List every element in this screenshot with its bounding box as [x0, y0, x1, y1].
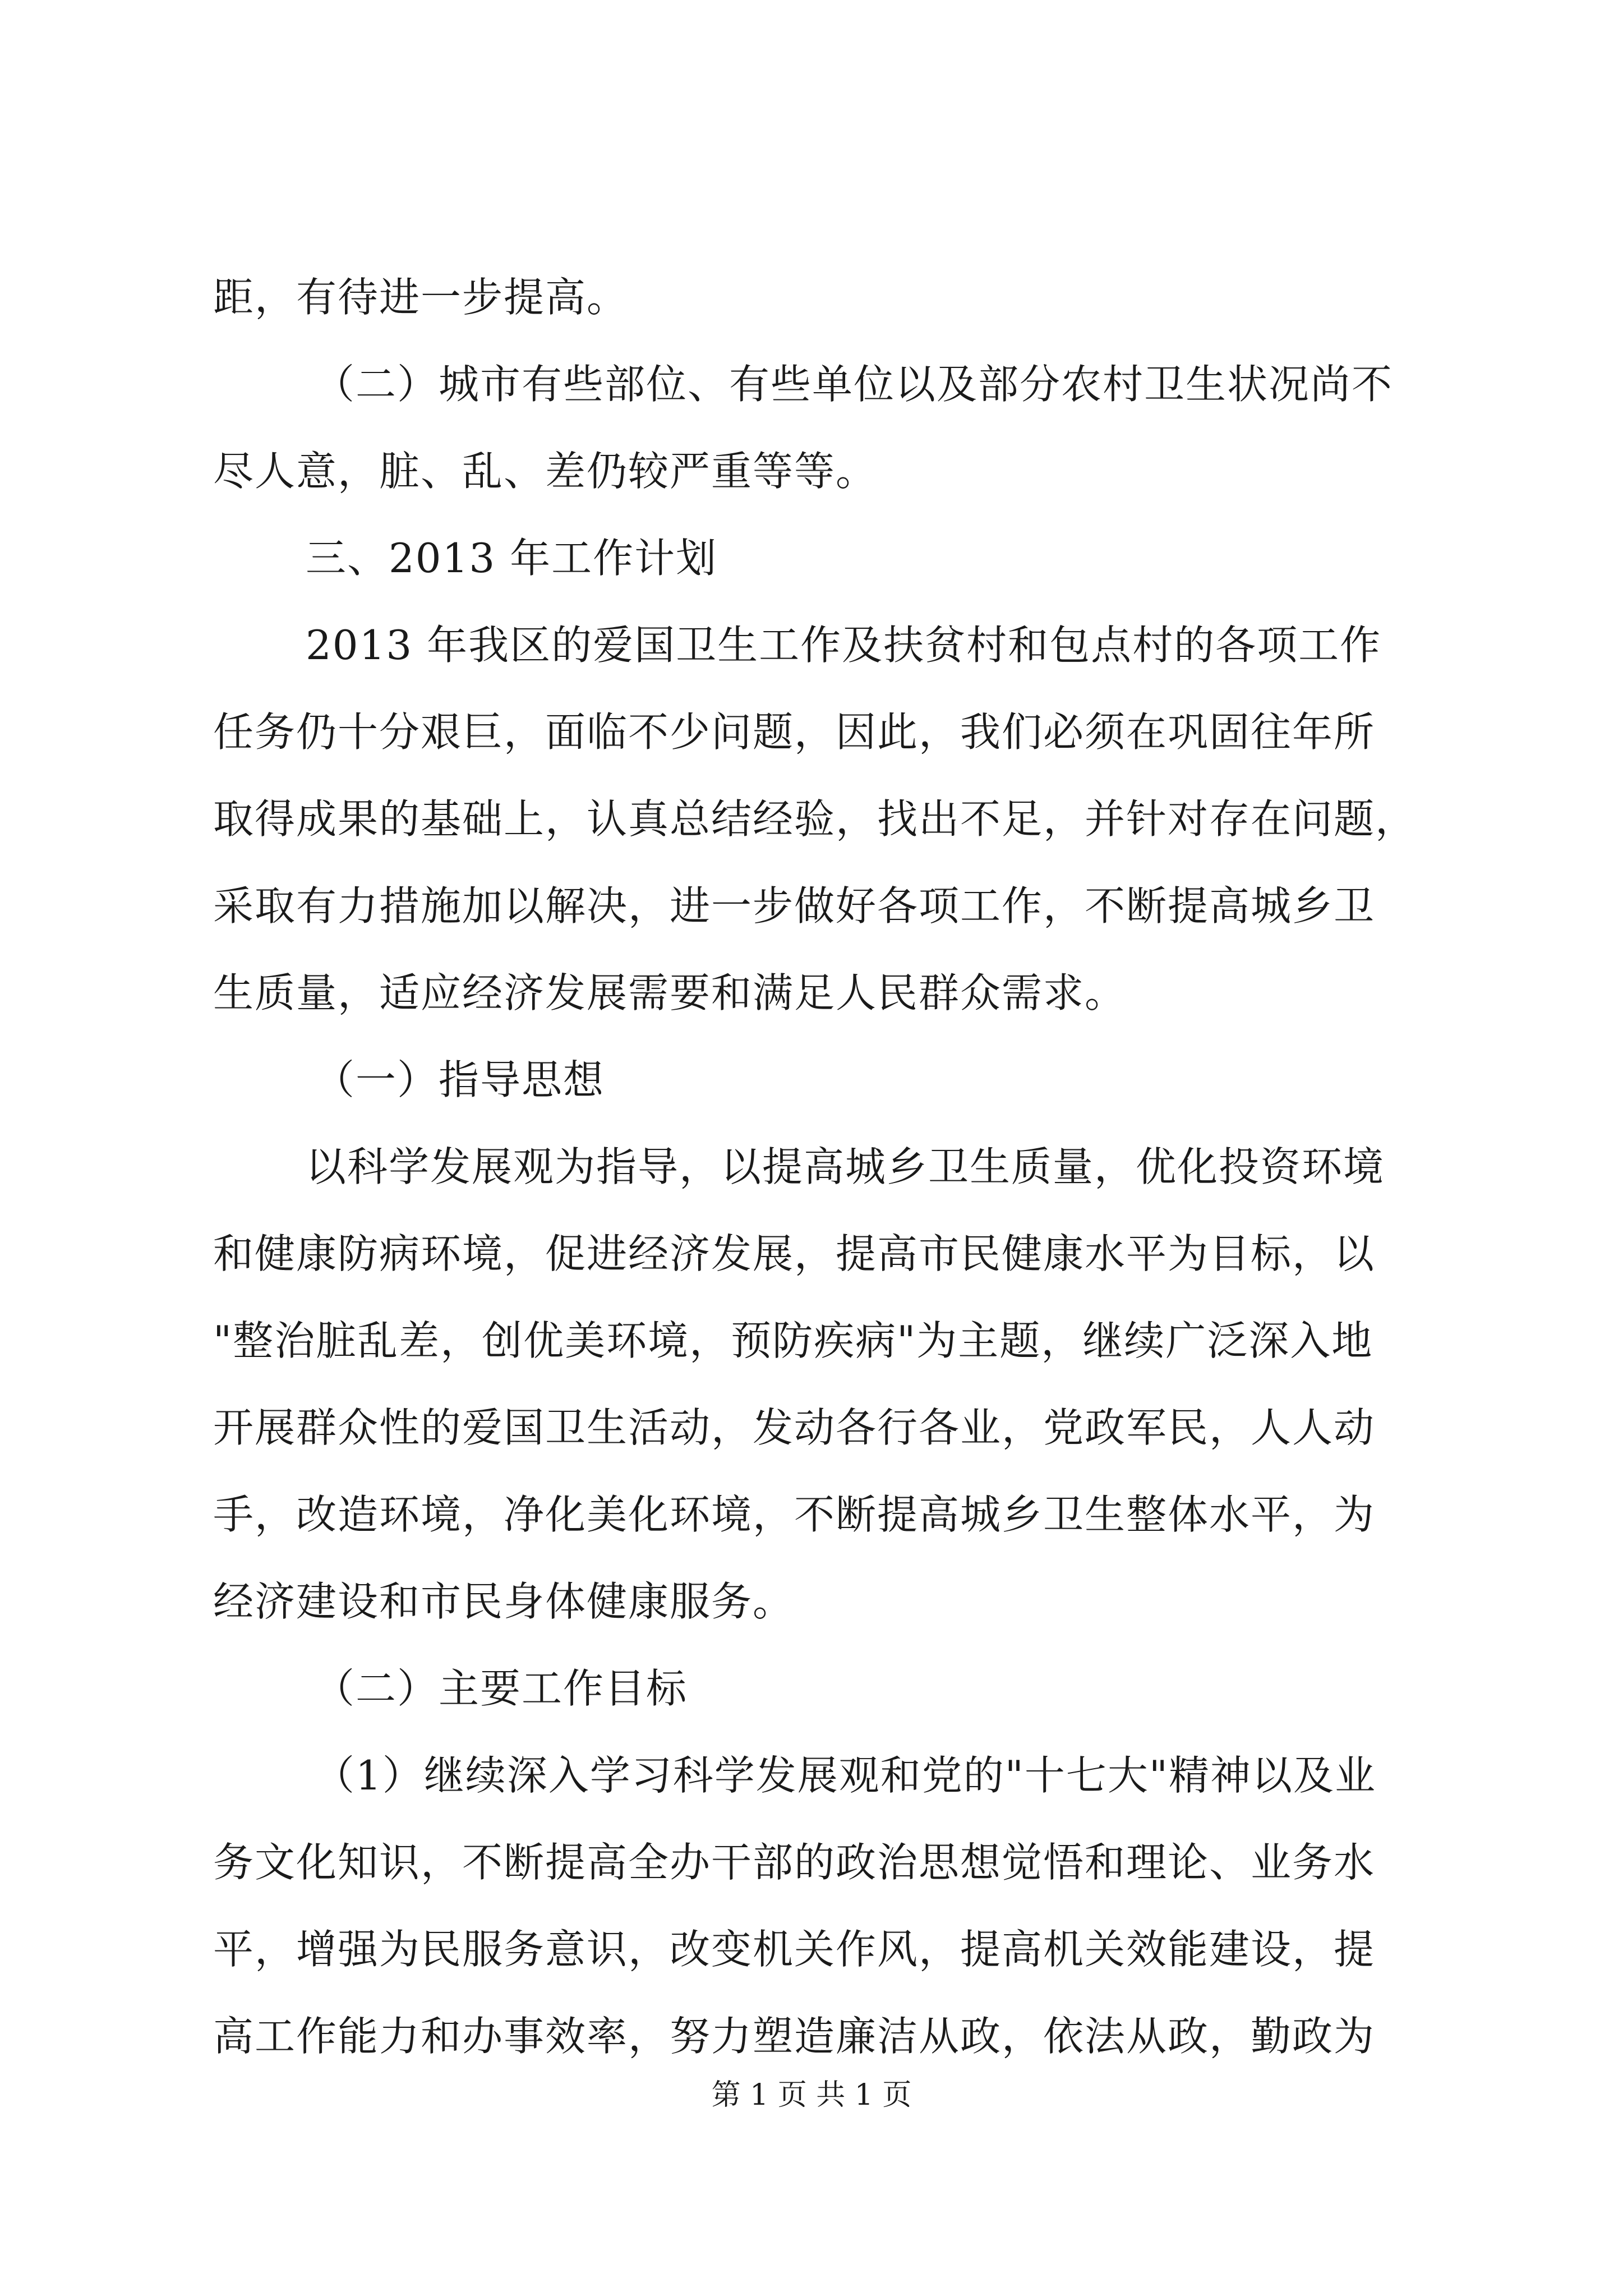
section-heading: 三、2013 年工作计划	[306, 535, 718, 582]
text-line: 任务仍十分艰巨，面临不少问题，因此，我们必须在巩固往年所	[213, 708, 1376, 756]
text-line: 平，增强为民服务意识，改变机关作风，提高机关效能建设，提	[213, 1926, 1376, 1973]
text-line: 开展群众性的爱国卫生活动，发动各行各业，党政军民，人人动	[213, 1404, 1376, 1451]
text-line: 务文化知识，不断提高全办干部的政治思想觉悟和理论、业务水	[213, 1839, 1376, 1886]
text-line: 经济建设和市民身体健康服务。	[213, 1578, 795, 1625]
subsection-heading: （一）指导思想	[314, 1056, 605, 1103]
text-line: 距，有待进一步提高。	[213, 274, 629, 321]
text-line: 和健康防病环境，促进经济发展，提高市民健康水平为目标，以	[213, 1230, 1376, 1277]
text-line: （1）继续深入学习科学发展观和党的"十七大"精神以及业	[314, 1752, 1377, 1799]
text-line: 以科学发展观为指导，以提高城乡卫生质量，优化投资环境	[306, 1143, 1385, 1190]
text-line: 生质量，适应经济发展需要和满足人民群众需求。	[213, 969, 1127, 1016]
text-line: 尽人意，脏、乱、差仍较严重等等。	[213, 448, 878, 495]
text-line: （二）城市有些部位、有些单位以及部分农村卫生状况尚不	[314, 361, 1394, 408]
text-line: 手，改造环境，净化美化环境，不断提高城乡卫生整体水平，为	[213, 1491, 1376, 1538]
text-line: 取得成果的基础上，认真总结经验，找出不足，并针对存在问题，	[213, 795, 1417, 843]
text-line: "整治脏乱差，创优美环境，预防疾病"为主题，继续广泛深入地	[213, 1317, 1373, 1364]
text-line: 采取有力措施加以解决，进一步做好各项工作，不断提高城乡卫	[213, 882, 1376, 930]
text-line: 高工作能力和办事效率，努力塑造廉洁从政，依法从政，勤政为	[213, 2013, 1376, 2060]
text-line: 2013 年我区的爱国卫生工作及扶贫村和包点村的各项工作	[306, 622, 1382, 669]
page-footer: 第 1 页 共 1 页	[711, 2078, 912, 2112]
subsection-heading: （二）主要工作目标	[314, 1665, 688, 1712]
